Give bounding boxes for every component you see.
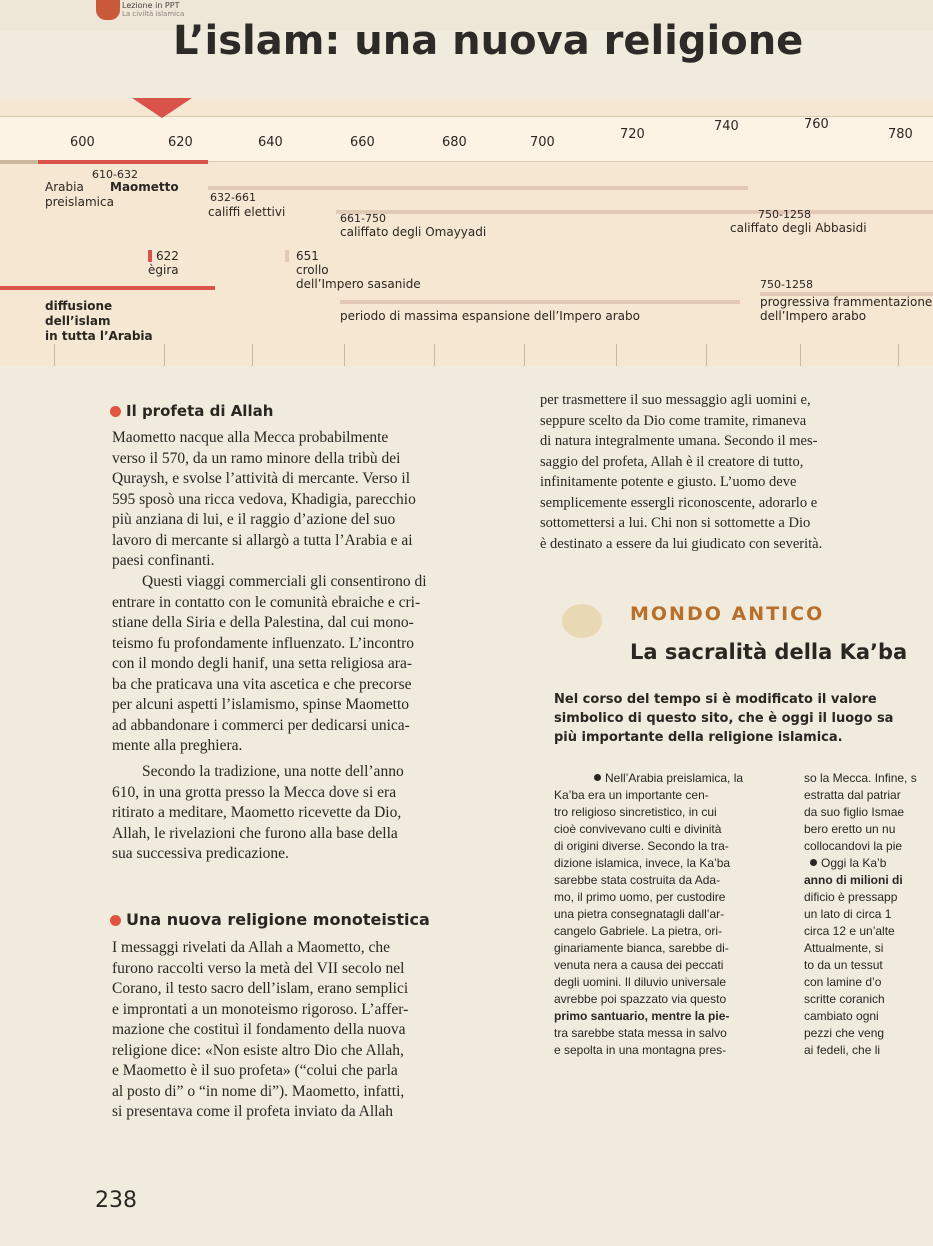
year-label: 620 <box>168 135 193 150</box>
event-label: in tutta l’Arabia <box>45 329 153 343</box>
timeline-arrow-icon <box>132 98 192 118</box>
timeline-tick <box>524 344 525 366</box>
box-column: Nell’Arabia preislamica, la Ka’ba era un importante cen- tro religioso sincretistico, in cui cioè convivevano culti e divinità di origini diverse. Secondo la tra- dizione islamica, invece, la Ka’ba sarebbe stata costruita da Ada- mo, il primo uomo, per custodire una pietra consegnatagli dall’ar- cangelo Gabriele. La pietra, ori- ginariamente bianca, sarebbe di- venuta nera a causa dei peccati degli uomini. Il diluvio universale avrebbe poi spazzato via questo primo santuario, mentre la pie- tra sarebbe stata messa in salvo e sepolta in una montagna pres- <box>554 771 744 1057</box>
year-label: 760 <box>804 117 829 132</box>
event-range: 610-632 <box>92 168 138 181</box>
year-label: 660 <box>350 135 375 150</box>
timeline-bar <box>336 210 933 214</box>
event-label: ègira <box>148 263 179 277</box>
event-range: 632-661 <box>210 191 256 204</box>
event-label: crollo <box>296 263 329 277</box>
timeline-tick <box>164 344 165 366</box>
event-label: periodo di massima espansione dell’Impero arabo <box>340 309 640 323</box>
year-label: 600 <box>70 135 95 150</box>
box-intro: Nel corso del tempo si è modificato il valore simbolico di questo sito, che è oggi il luogo sa più importante della religione islamica. <box>554 692 894 745</box>
timeline-tick <box>434 344 435 366</box>
event-label: progressiva frammentazione <box>760 295 933 309</box>
box-title: La sacralità della Ka’ba <box>630 640 908 664</box>
paragraph: per trasmettere il suo messaggio agli uomini e, seppure scelto da Dio come tramite, rimaneva di natura integralmente umana. Secondo il mes- saggio del profeta, Allah è il creatore di tutto, infinitamente potente e giusto. L’uomo deve semplicemente essergli riconoscente, adorarlo e sottomettersi a lui. Chi non si sottomette a Dio è destinato a essere da lui giudicato con severità. <box>540 392 823 552</box>
timeline-marker <box>148 250 152 262</box>
timeline-bar <box>38 160 208 164</box>
timeline-bar <box>0 160 38 164</box>
year-label: 740 <box>714 119 739 134</box>
paragraph: Maometto nacque alla Mecca probabilmente verso il 570, da un ramo minore della tribù dei Quraysh, e svolse l’attività di mercante. Verso il 595 sposò una ricca vedova, Khadigia, parecchio più anziana di lui, e il raggio d’azione del suo lavoro di mercante si allargò a tutta l’Arabia e ai paesi confinanti. <box>112 429 416 569</box>
bullet-icon <box>594 774 601 781</box>
event-label: dell’Impero arabo <box>760 309 867 323</box>
page-number: 238 <box>95 1188 137 1213</box>
event-range: 750-1258 <box>758 208 811 221</box>
year-label: 700 <box>530 135 555 150</box>
year-scale <box>0 116 933 162</box>
laurel-emblem-icon <box>562 604 602 638</box>
box-column: so la Mecca. Infine, s estratta dal patriar da suo figlio Ismae bero eretto un nu collocandovi la pie Oggi la Ka’b anno di milioni di dificio è pressapp un lato di circa 1 circa 12 e un’alte Attualmente, si to da un tessut con lamine d’o scritte coranich cambiato ogni pezzi che veng ai fedeli, che li <box>804 771 917 1057</box>
timeline-bar <box>340 300 740 304</box>
event-label: califfato degli Omayyadi <box>340 225 487 239</box>
year-label: 720 <box>620 127 645 142</box>
timeline-tick <box>800 344 801 366</box>
event-range: 661-750 <box>340 212 386 225</box>
timeline-bar <box>0 286 215 290</box>
timeline-bar <box>208 186 748 190</box>
year-label: 680 <box>442 135 467 150</box>
timeline-tick <box>54 344 55 366</box>
event-year: 651 <box>296 249 319 263</box>
year-label: 640 <box>258 135 283 150</box>
timeline-tick <box>706 344 707 366</box>
event-range: 750-1258 <box>760 278 813 291</box>
paragraph: Secondo la tradizione, una notte dell’anno 610, in una grotta presso la Mecca dove si era ritirato a meditare, Maometto ricevette da Dio, Allah, le rivelazioni che furono alla base della sua successiva predicazione. <box>112 763 404 862</box>
paragraph: I messaggi rivelati da Allah a Maometto, che furono raccolti verso la metà del VII secolo nel Corano, il testo sacro dell’islam, erano semplici e improntati a un monoteismo rigoroso. L’affer- mazione che costituì il fondamento della nuova religione dice: «Non esiste altro Dio che Allah, e Maometto è il suo profeta» (“colui che parla al posto di” o “in nome di”). Maometto, infatti, si presentava come il profeta inviato da Allah <box>112 939 409 1120</box>
timeline-tick <box>898 344 899 366</box>
event-label: Maometto <box>110 180 179 194</box>
header-course: Lezione in PPT <box>122 1 180 10</box>
timeline-tick <box>616 344 617 366</box>
bullet-icon <box>110 406 121 417</box>
timeline-tick <box>252 344 253 366</box>
event-label: dell’Impero sasanide <box>296 277 421 291</box>
event-label: preislamica <box>45 195 114 209</box>
timeline-marker <box>285 250 289 262</box>
bullet-icon <box>110 915 121 926</box>
event-year: 622 <box>156 249 179 263</box>
event-label: diffusione <box>45 299 113 313</box>
section-heading: Una nuova religione monoteistica <box>110 910 430 929</box>
section-heading: Il profeta di Allah <box>110 402 273 420</box>
year-label: 780 <box>888 127 913 142</box>
timeline-tick <box>344 344 345 366</box>
box-label: MONDO ANTICO <box>630 603 825 625</box>
bullet-icon <box>810 859 817 866</box>
event-label: dell’islam <box>45 314 111 328</box>
header-subtitle: La civiltà islamica <box>122 10 185 18</box>
event-label: Arabia <box>45 180 84 194</box>
event-label: califfi elettivi <box>208 205 286 219</box>
page-title: L’islam: una nuova religione <box>173 18 804 64</box>
course-logo-icon <box>96 0 120 20</box>
event-label: califfato degli Abbasidi <box>730 221 867 235</box>
paragraph: Questi viaggi commerciali gli consentirono di entrare in contatto con le comunità ebraiche e cri- stiane della Siria e della Palestina, dal cui mono- teismo fu profondamente influenzato. L’incontro con il mondo degli hanif, una setta religiosa ara- ba che praticava una vita ascetica e che precorse per alcuni aspetti l’islamismo, spinse Maometto ad abbandonare i commerci per dedicarsi unica- mente alla preghiera. <box>112 573 427 754</box>
